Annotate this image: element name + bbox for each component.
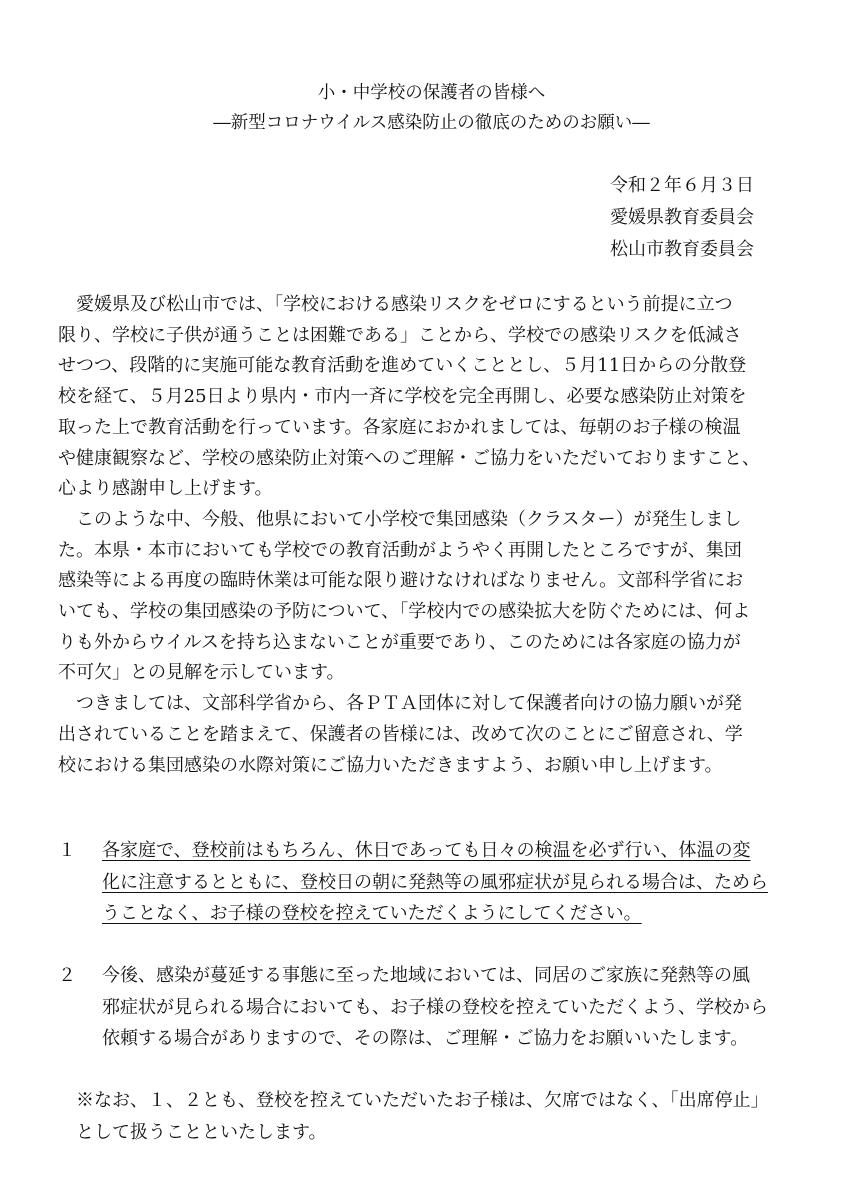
item-line: 各家庭で、登校前はもちろん、休日であっても日々の検温を必ず行い、体温の変 xyxy=(102,840,751,861)
paragraph-line: 心より感謝申し上げます。 xyxy=(58,478,273,500)
paragraph-line: せつつ、段階的に実施可能な教育活動を進めていくこととし、５月11日からの分散登 xyxy=(58,355,747,377)
item-line: 化に注意するとともに、登校日の朝に発熱等の風邪症状が見られる場合は、ためら xyxy=(102,871,768,893)
paragraph-line: つきましては、文部科学省から、各ＰＴＡ団体に対して保護者向けの協力願いが発 xyxy=(76,693,742,715)
paragraph-line: 愛媛県及び松山市では、「学校における感染リスクをゼロにするという前提に立つ xyxy=(76,294,733,315)
item-line: 今後、感染が蔓延する事態に至った地域においては、同居のご家族に発熱等の風 xyxy=(102,965,750,986)
footnote xyxy=(76,1085,816,1148)
footnote-line: として扱うことといたします。 xyxy=(76,1121,327,1143)
body-text xyxy=(58,290,810,781)
paragraph-line: 不可欠」との見解を示しています。 xyxy=(58,662,345,684)
item-line: 依頼する場合がありますので、その際は、ご理解・ご協力をお願いいたします。 xyxy=(102,1028,749,1049)
item-line: うことなく、お子様の登校を控えていただくようにしてください。 xyxy=(102,903,642,924)
request-item-2 xyxy=(58,960,810,1055)
paragraph-line: このような中、今般、他県において小学校で集団感染（クラスター）が発生しまし xyxy=(76,508,742,530)
paragraph-line: りも外からウイルスを持ち込まないことが重要であり、このためには各家庭の協力が xyxy=(58,631,741,653)
paragraph-line: 出されていることを踏まえて、保護者の皆様には、改めて次のことにご留意され、学 xyxy=(58,723,743,745)
issuer-prefecture: 愛媛県教育委員会 xyxy=(610,207,754,228)
issuer-city: 松山市教育委員会 xyxy=(610,239,754,260)
paragraph-3 xyxy=(58,689,810,781)
paragraph-line: や健康観察など、学校の感染防止対策へのご理解・ご協力をいただいておりますこと、 xyxy=(58,447,760,469)
document-subtitle: ―新型コロナウイルス感染防止の徹底のためのお願い― xyxy=(213,113,650,133)
paragraph-line: 感染等による再度の臨時休業は可能な限り避けなければなりません。文部科学省にお xyxy=(58,570,744,592)
item-number: ２ xyxy=(58,965,76,986)
item-line: 邪症状が見られる場合においても、お子様の登校を控えていただくよう、学校から xyxy=(102,996,768,1018)
document-title: 小・中学校の保護者の皆様へ xyxy=(317,83,546,103)
paragraph-line: 限り、学校に子供が通うことは困難である」ことから、学校での感染リスクを低減さ xyxy=(58,324,742,346)
request-item-1 xyxy=(58,835,810,930)
issuer-block xyxy=(610,170,754,266)
paragraph-1 xyxy=(58,290,810,505)
footnote-line: ※なお、１、２とも、登校を控えていただいたお子様は、欠席ではなく、「出席停止」 xyxy=(76,1090,769,1111)
title-block xyxy=(0,78,863,138)
paragraph-2 xyxy=(58,505,810,689)
paragraph-line: 校を経て、５月25日より県内・市内一斉に学校を完全再開し、必要な感染防止対策を xyxy=(58,386,747,408)
paragraph-line: 校における集団感染の水際対策にご協力いただきますよう、お願い申し上げます。 xyxy=(58,754,723,776)
paragraph-line: た。本県・本市においても学校での教育活動がようやく再開したところですが、集団 xyxy=(58,539,742,561)
paragraph-line: 取った上で教育活動を行っています。各家庭におかれましては、毎朝のお子様の検温 xyxy=(58,416,741,438)
issue-date: 令和２年６月３日 xyxy=(610,175,754,196)
paragraph-line: いても、学校の集団感染の予防について、「学校内での感染拡大を防ぐためには、何よ xyxy=(58,601,751,623)
item-number: １ xyxy=(58,840,76,861)
